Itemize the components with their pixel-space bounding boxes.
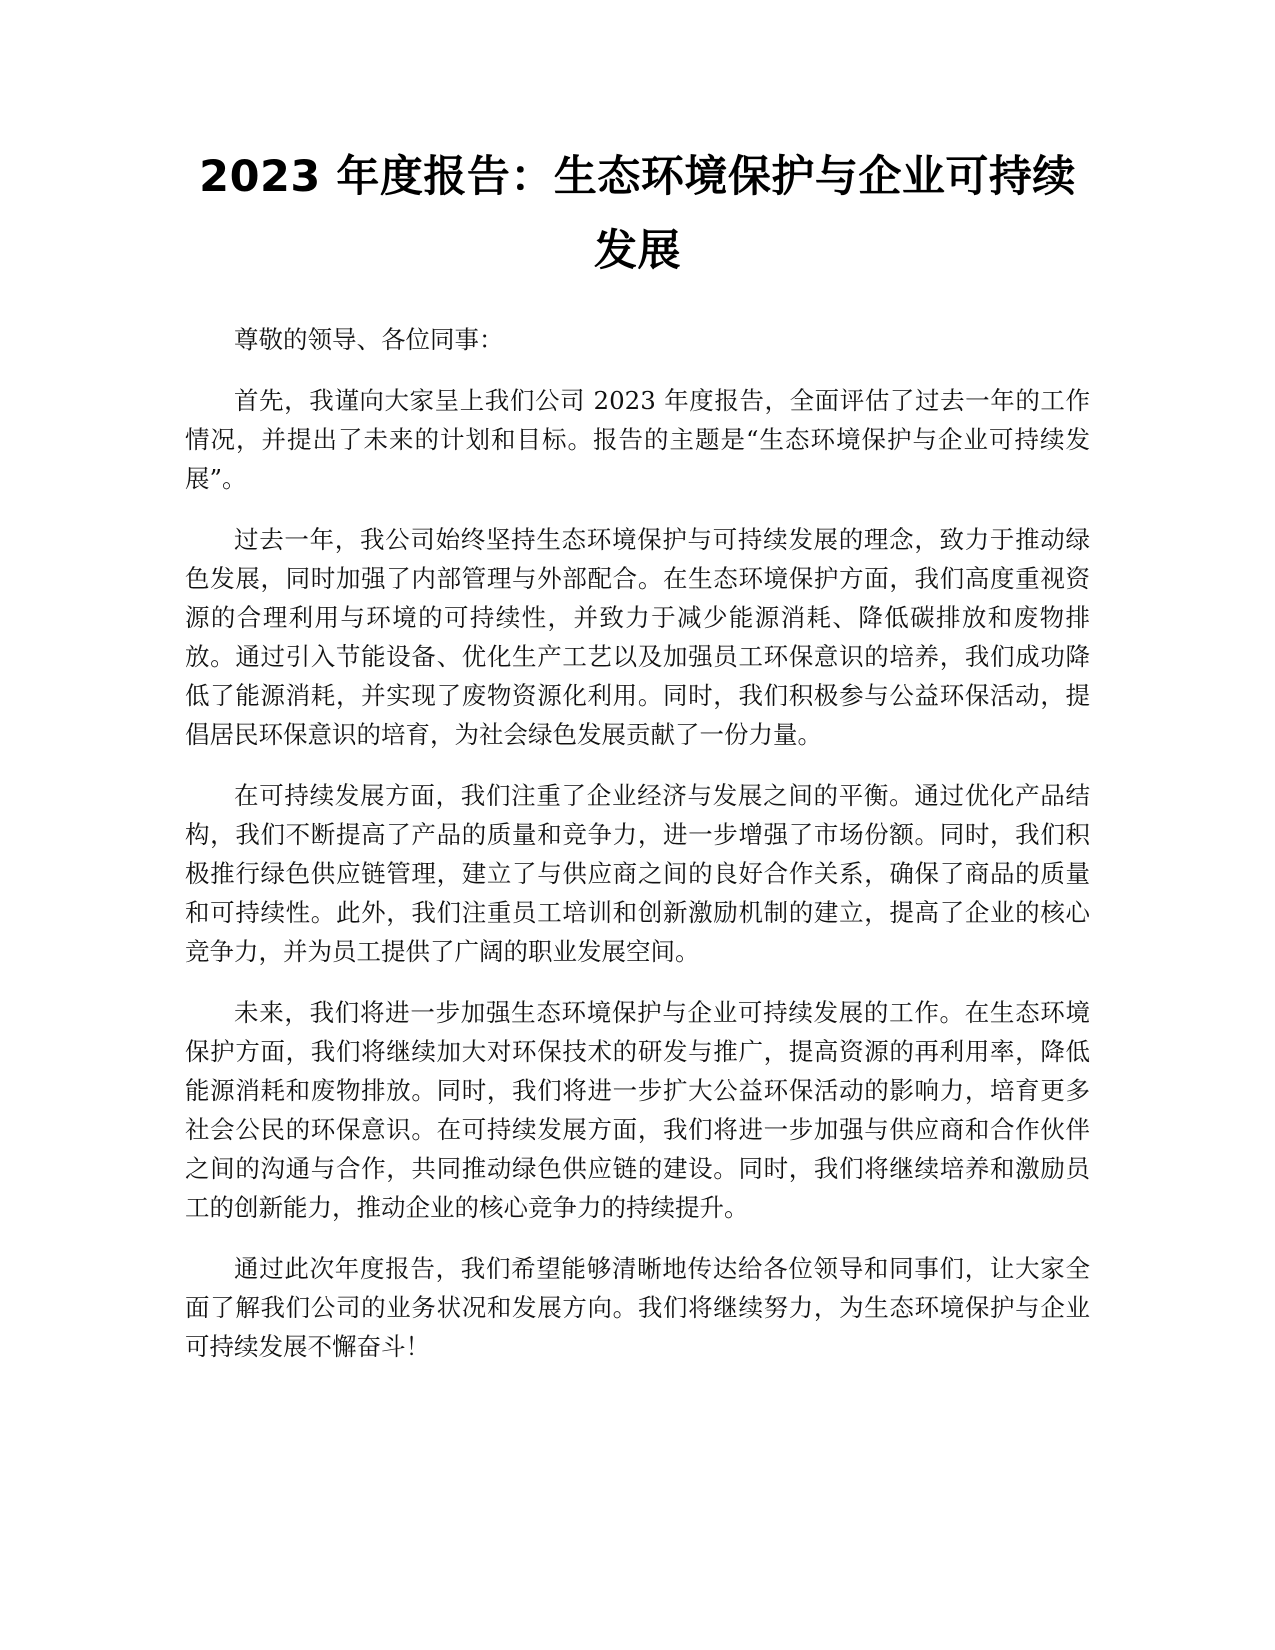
document-title: 2023 年度报告：生态环境保护与企业可持续发展	[199, 152, 1076, 276]
document-body	[185, 320, 1090, 1388]
paragraph-past-year: 过去一年，我公司始终坚持生态环境保护与可持续发展的理念，致力于推动绿色发展，同时加强了内部管理与外部配合。在生态环境保护方面，我们高度重视资源的合理利用与环境的可持续性，并致力于减少能源消耗、降低碳排放和废物排放。通过引入节能设备、优化生产工艺以及加强员工环保意识的培养，我们成功降低了能源消耗，并实现了废物资源化利用。同时，我们积极参与公益环保活动，提倡居民环保意识的培育，为社会绿色发展贡献了一份力量。	[185, 525, 1090, 749]
paragraph-sustainability: 在可持续发展方面，我们注重了企业经济与发展之间的平衡。通过优化产品结构，我们不断提高了产品的质量和竞争力，进一步增强了市场份额。同时，我们积极推行绿色供应链管理，建立了与供应商之间的良好合作关系，确保了商品的质量和可持续性。此外，我们注重员工培训和创新激励机制的建立，提高了企业的核心竞争力，并为员工提供了广阔的职业发展空间。	[185, 781, 1090, 966]
salutation: 尊敬的领导、各位同事：	[234, 325, 504, 354]
paragraph-future: 未来，我们将进一步加强生态环境保护与企业可持续发展的工作。在生态环境保护方面，我们将继续加大对环保技术的研发与推广，提高资源的再利用率，降低能源消耗和废物排放。同时，我们将进一步扩大公益环保活动的影响力，培育更多社会公民的环保意识。在可持续发展方面，我们将进一步加强与供应商和合作伙伴之间的沟通与合作，共同推动绿色供应链的建设。同时，我们将继续培养和激励员工的创新能力，推动企业的核心竞争力的持续提升。	[185, 998, 1090, 1222]
paragraph-closing: 通过此次年度报告，我们希望能够清晰地传达给各位领导和同事们，让大家全面了解我们公司的业务状况和发展方向。我们将继续努力，为生态环境保护与企业可持续发展不懈奋斗！	[185, 1254, 1090, 1361]
paragraph-intro: 首先，我谨向大家呈上我们公司 2023 年度报告，全面评估了过去一年的工作情况，并提出了未来的计划和目标。报告的主题是“生态环境保护与企业可持续发展”。	[185, 386, 1090, 493]
